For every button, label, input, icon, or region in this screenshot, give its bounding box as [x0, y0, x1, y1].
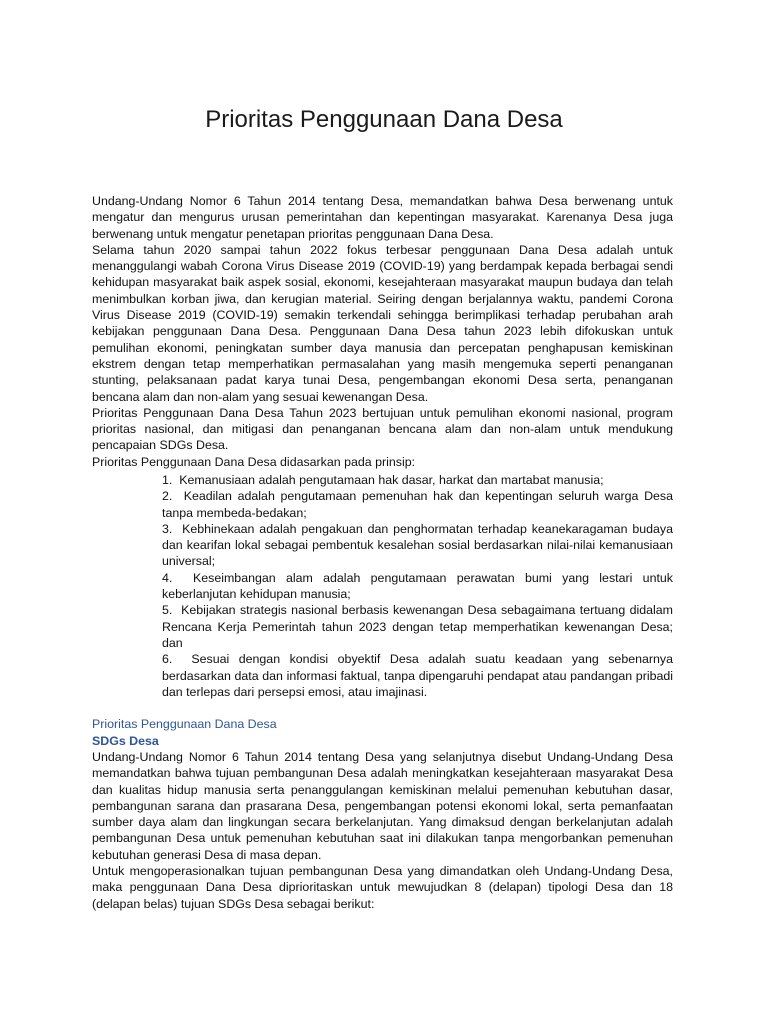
paragraph: Prioritas Penggunaan Dana Desa didasarkan pada prinsip:	[92, 454, 416, 469]
list-number: 4.	[162, 570, 173, 585]
principles-list	[162, 472, 673, 700]
paragraph: Selama tahun 2020 sampai tahun 2022 fokus terbesar penggunaan Dana Desa adalah untuk menanggulangi wabah Corona Virus Disease 2019 (COVID-19) yang berdampak kepada berbagai sendi kehidupan masyarakat baik aspek sosial, ekonomi, kesejahteraan masyarakat maupun budaya dan telah menimbulkan korban jiwa, dan kerugian material. Seiring dengan berjalannya waktu, pandemi Corona Virus Disease 2019 (COVID-19) semakin terkendali sehingga berimplikasi terhadap perubahan arah kebijakan penggunaan Dana Desa. Penggunaan Dana Desa tahun 2023 lebih difokuskan untuk pemulihan ekonomi, peningkatan sumber daya manusia dan percepatan penghapusan kemiskinan ekstrem dengan tetap memperhatikan permasalahan yang masih mengemuka seperti penanganan stunting, pelaksanaan padat karya tunai Desa, pengembangan ekonomi Desa serta, penanganan bencana alam dan non-alam yang sesuai kewenangan Desa.	[92, 242, 673, 404]
list-item-text: Sesuai dengan kondisi obyektif Desa adalah suatu keadaan yang sebenarnya berdasarkan data dan informasi faktual, tanpa dipengaruhi pendapat atau pandangan pribadi dan terlepas dari persepsi emosi, atau imajinasi.	[162, 652, 673, 699]
list-number: 6.	[162, 652, 173, 667]
list-item-text: Kebijakan strategis nasional berbasis kewenangan Desa sebagaimana tertuang didalam Rencana Kerja Pemerintah tahun 2023 dengan tetap memperhatikan kewenangan Desa; dan	[162, 603, 673, 650]
list-item	[162, 472, 673, 488]
list-item-text: Keseimbangan alam adalah pengutamaan perawatan bumi yang lestari untuk keberlanjutan kehidupan manusia;	[162, 570, 673, 602]
paragraph: Undang-Undang Nomor 6 Tahun 2014 tentang Desa, memandatkan bahwa Desa berwenang untuk mengatur dan mengurus urusan pemerintahan dan kepentingan masyarakat. Karenanya Desa juga berwenang untuk mengatur penetapan prioritas penggunaan Dana Desa.	[92, 194, 673, 241]
paragraph: Prioritas Penggunaan Dana Desa Tahun 2023 bertujuan untuk pemulihan ekonomi nasional, program prioritas nasional, dan mitigasi dan penanganan bencana alam dan non-alam untuk mendukung pencapaian SDGs Desa.	[92, 405, 673, 453]
intro-section	[92, 193, 673, 470]
list-number: 2.	[162, 489, 173, 504]
paragraph: Untuk mengoperasionalkan tujuan pembangunan Desa yang dimandatkan oleh Undang-Undang Desa, maka penggunaan Dana Desa diprioritaskan untuk mewujudkan 8 (delapan) tipologi Desa dan 18 (delapan belas) tujuan SDGs Desa sebagai berikut:	[92, 864, 673, 911]
list-number: 1.	[162, 473, 173, 487]
list-item	[162, 521, 673, 570]
section-heading-prioritas: Prioritas Penggunaan Dana Desa	[92, 717, 277, 731]
list-item	[162, 602, 673, 651]
list-item	[162, 488, 673, 521]
list-item-text: Kemanusiaan adalah pengutamaan hak dasar, harkat dan martabat manusia;	[179, 473, 604, 487]
paragraph: Undang-Undang Nomor 6 Tahun 2014 tentang Desa yang selanjutnya disebut Undang-Undang Desa memandatkan bahwa tujuan pembangunan Desa adalah meningkatkan kesejahteraan masyarakat Desa dan kualitas hidup manusia serta penanggulangan kemiskinan melalui pemenuhan kebutuhan dasar, pembangunan sarana dan prasarana Desa, pengembangan potensi ekonomi lokal, serta pemanfaatan sumber daya alam dan lingkungan secara berkelanjutan. Yang dimaksud dengan berkelanjutan adalah pembangunan Desa untuk pemenuhan kebutuhan saat ini dilakukan tanpa mengorbankan pemenuhan kebutuhan generasi Desa di masa depan.	[92, 750, 673, 862]
list-item-text: Keadilan adalah pengutamaan pemenuhan hak dan kepentingan seluruh warga Desa tanpa membeda-bedakan;	[162, 489, 673, 520]
section-heading-sdgs: SDGs Desa	[92, 734, 159, 748]
list-item-text: Kebhinekaan adalah pengakuan dan penghormatan terhadap keanekaragaman budaya dan kearifan lokal sebagai pembentuk kesalehan sosial berdasarkan nilai-nilai kemanusiaan universal;	[162, 521, 673, 569]
sdgs-section	[92, 749, 673, 912]
list-number: 3.	[162, 521, 173, 536]
list-number: 5.	[162, 603, 173, 618]
list-item	[162, 651, 673, 700]
list-item	[162, 570, 673, 603]
page-title: Prioritas Penggunaan Dana Desa	[205, 106, 563, 133]
